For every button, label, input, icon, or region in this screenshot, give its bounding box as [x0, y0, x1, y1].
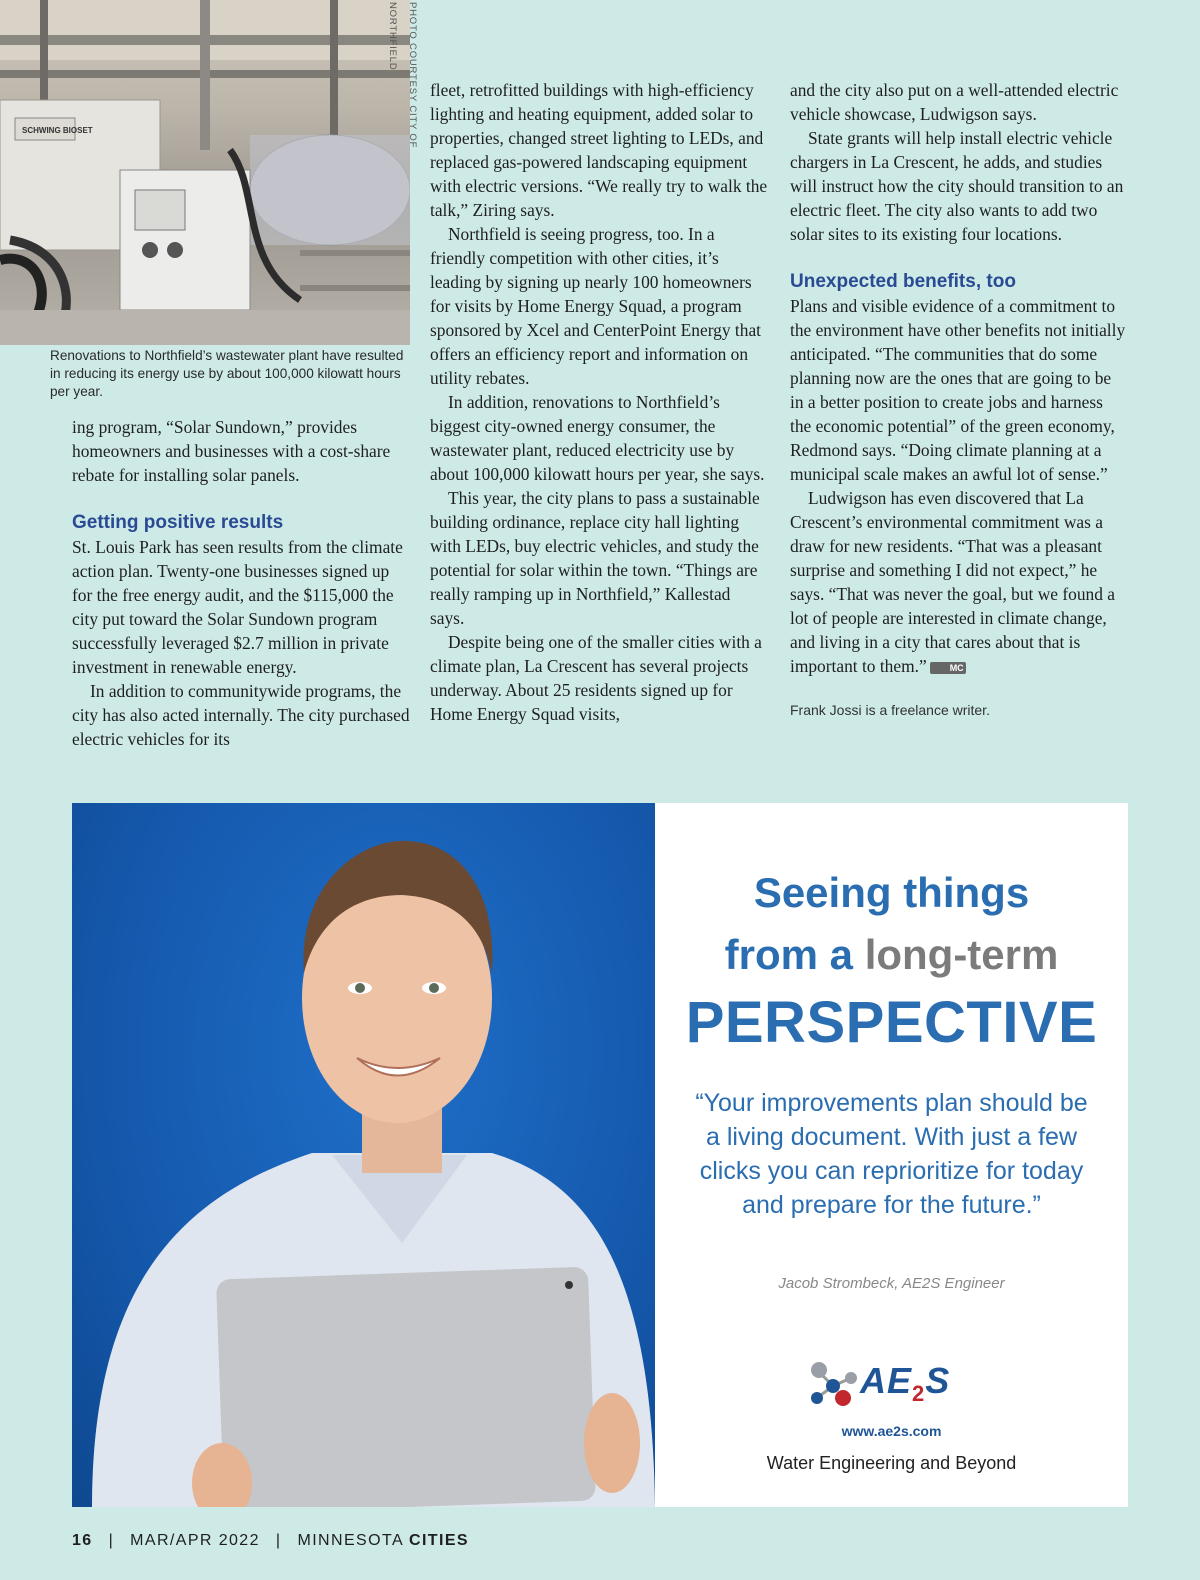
footer-divider: |	[108, 1532, 115, 1549]
col2-paragraph-2: Northfield is seeing progress, too. In a friendly competition with other cities, it’s leading by signing up nearly 100 homeowners for visits by Home Energy Squad, a program sponsored by Xcel and CenterPoint Energy that offers an efficiency report and information on utility rebates.	[430, 224, 761, 388]
ad-headline-perspective: PERSPECTIVE	[685, 990, 1098, 1055]
col1-paragraph-1: ing program, “Solar Sundown,” provides homeowners and businesses with a cost-share rebate for installing solar panels.	[72, 417, 391, 485]
issue-date: MAR/APR 2022	[130, 1532, 260, 1549]
logo-s: S	[925, 1360, 951, 1401]
machine-label: SCHWING BIOSET	[22, 126, 93, 135]
page-footer	[72, 1532, 469, 1550]
col3-paragraph-4	[790, 486, 1128, 678]
logo-2: 2	[912, 1381, 926, 1407]
plant-equipment-illustration	[0, 0, 410, 345]
col3-paragraph-2: State grants will help install electric vehicle chargers in La Crescent, he adds, and studies will instruct how the city should transition to an electric fleet. The city also wants to add two solar sites to its existing four locations.	[790, 128, 1124, 244]
article-column-3	[790, 78, 1128, 720]
ae2s-logo	[805, 1358, 985, 1418]
ad-tagline: Water Engineering and Beyond	[766, 1453, 1017, 1473]
ae2s-advertisement	[72, 803, 1128, 1507]
col1-paragraph-2: St. Louis Park has seen results from the climate action plan. Twenty-one businesses signed up for the free energy audit, and the $115,000 the city put toward the Solar Sundown program successfully leveraged $2.7 million in private investment in renewable energy.	[72, 537, 403, 677]
magazine-name-2: CITIES	[409, 1532, 469, 1549]
author-bio: Frank Jossi is a freelance writer.	[790, 702, 990, 718]
ad-headline-2a: from a	[724, 931, 865, 978]
col3-paragraph-3: Plans and visible evidence of a commitment to the environment have other benefits not initially anticipated. “The communities that do some planning now are the ones that are going to be in a better position to create jobs and harness the economic potential” of the green economy, Redmond says. “Doing climate planning at a municipal scale makes an awful lot of sense.”	[790, 296, 1126, 484]
col2-paragraph-5: Despite being one of the smaller cities with a climate plan, La Crescent has several projects underway. About 25 residents signed up for Home Energy Squad visits,	[430, 632, 762, 724]
subhead-unexpected-benefits: Unexpected benefits, too	[790, 271, 1016, 292]
ad-quote-attribution: Jacob Strombeck, AE2S Engineer	[778, 1275, 1005, 1292]
col3-paragraph-4-text: Ludwigson has even discovered that La Crescent’s environmental commitment was a draw for new residents. “That was a pleasant surprise and something I did not expect,” he says. “That was never the goal, but we found a lot of people are interested in climate change, and living in a city that cares about that is important to them.”	[790, 488, 1116, 676]
ae2s-wordmark	[860, 1360, 950, 1407]
subhead-getting-positive-results: Getting positive results	[72, 512, 284, 533]
wastewater-plant-photo	[0, 0, 410, 345]
footer-divider: |	[275, 1532, 282, 1549]
col2-paragraph-3: In addition, renovations to Northfield’s biggest city-owned energy consumer, the wastewater plant, reduced electricity use by about 100,000 kilowatt hours per year, she says.	[430, 392, 765, 484]
ad-quote: “Your improvements plan should be a living document. With just a few clicks you can reprioritize for today and prepare for the future.”	[695, 1089, 1088, 1219]
ad-headline-line-2	[655, 931, 1128, 979]
col2-paragraph-1: fleet, retrofitted buildings with high-efficiency lighting and heating equipment, added solar to properties, changed street lighting to LEDs, and replaced gas-powered landscaping equipment with electric versions. “We really try to walk the talk,” Ziring says.	[430, 80, 768, 220]
ad-headline-line-1: Seeing things	[753, 869, 1030, 916]
end-mark-icon: MC	[930, 662, 966, 674]
photo-caption: Renovations to Northfield’s wastewater plant have resulted in reducing its energy use by about 100,000 kilowatt hours per year.	[50, 348, 404, 399]
person-with-laptop-illustration	[72, 803, 655, 1507]
ad-url-link[interactable]: www.ae2s.com	[841, 1423, 942, 1439]
ad-headline-2b: long-term	[864, 931, 1059, 978]
col3-paragraph-1: and the city also put on a well-attended electric vehicle showcase, Ludwigson says.	[790, 80, 1119, 124]
page-number: 16	[72, 1532, 93, 1549]
magazine-name-1: MINNESOTA	[297, 1532, 404, 1549]
engineer-portrait-photo	[72, 803, 655, 1507]
article-column-1	[72, 415, 410, 751]
col2-paragraph-4: This year, the city plans to pass a sustainable building ordinance, replace city hall lighting with LEDs, buy electric vehicles, and study the potential for solar within the town. “Things are really ramping up in Northfield,” Kallestad says.	[430, 488, 760, 628]
article-column-2	[430, 78, 768, 726]
col1-paragraph-3: In addition to communitywide programs, the city has also acted internally. The city purchased electric vehicles for its	[72, 681, 410, 749]
molecule-icon	[805, 1358, 861, 1408]
photo-credit: PHOTO COURTESY CITY OF NORTHFIELD	[387, 2, 418, 149]
logo-ae: AE	[860, 1360, 913, 1401]
